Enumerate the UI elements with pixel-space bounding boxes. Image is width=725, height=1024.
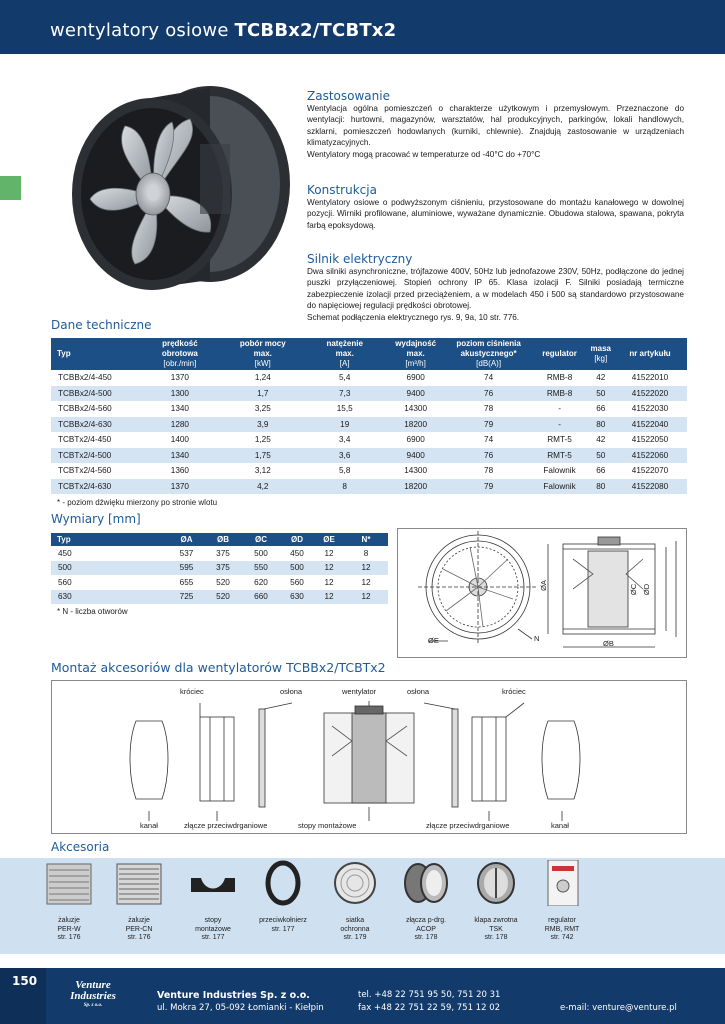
accessory-label: złącza p-drg. xyxy=(405,917,447,925)
table-cell: 41522070 xyxy=(613,463,687,479)
table-cell: 520 xyxy=(204,590,242,605)
bottom-label-5: kanał xyxy=(551,821,569,830)
column-header xyxy=(531,338,589,370)
table-cell: 78 xyxy=(447,463,531,479)
accessory-guard[interactable] xyxy=(320,860,390,943)
table-cell: 3,4 xyxy=(305,432,385,448)
column-header-line: Typ xyxy=(57,349,71,358)
top-label-2: osłona xyxy=(280,687,303,696)
column-header-line: [kg] xyxy=(594,354,608,363)
silnik-p1: Dwa silniki asynchroniczne, trójfazowe 400V, 50Hz lub jednofazowe 230V, 50Hz, podłączone do jednej puszki przyłączeniowej. Stopień ochrony IP 65. Klasa izolacji F. Silniki posiadają termiczne zabezpieczenie izolacji przed przeciążeniem, a w modelach 450 i 500 są standardowo przystosowane do napięciowej regulacji prędkości obrotowej. xyxy=(307,267,684,311)
montaz-heading: Montaż akcesoriów dla wentylatorów TCBBx2/TCBTx2 xyxy=(51,660,386,675)
accessory-page: str. 179 xyxy=(343,934,367,942)
column-header: ØB xyxy=(204,533,242,546)
column-header xyxy=(589,338,613,370)
accessory-mounting-feet[interactable] xyxy=(178,860,248,943)
table-row xyxy=(51,417,687,433)
column-header-line: poziom ciśnienia xyxy=(456,339,521,348)
table-cell: 12 xyxy=(324,577,334,587)
table-cell: 620 xyxy=(254,577,268,587)
fan-product-photo xyxy=(60,84,300,294)
table-cell: 1300 xyxy=(139,386,221,402)
company-logo xyxy=(62,980,124,1016)
zastosowanie-heading: Zastosowanie xyxy=(307,89,390,103)
table-cell: 12 xyxy=(314,561,344,576)
logo-line-1: Venture xyxy=(75,979,111,991)
accessory-label: żaluzje xyxy=(58,917,80,925)
konstrukcja-heading: Konstrukcja xyxy=(307,183,377,197)
table-cell: 3,6 xyxy=(305,448,385,464)
konstrukcja-text: Wentylatory osiowe o podwyższonym ciśnieniu, przystosowane do montażu kanałowego w dowolnej pozycji. Wirniki profilowane, aluminiowe, wyważane dynamicznie. Obudowa stalowa, spawana, pokryta farbą epoksydową. xyxy=(307,198,684,230)
regulator-box-icon xyxy=(536,860,588,906)
table-cell: 630 xyxy=(51,590,169,605)
table-cell: TCBBx2/4-500 xyxy=(51,386,139,402)
table-cell: 42 xyxy=(589,370,613,386)
table-cell: 500 xyxy=(254,548,268,558)
label-a: ØA xyxy=(538,580,548,591)
table-cell: 1,24 xyxy=(221,370,305,386)
table-cell: 9400 xyxy=(385,448,447,464)
table-cell: 79 xyxy=(447,479,531,495)
page-title xyxy=(50,20,396,41)
table-cell: 12 xyxy=(314,590,344,605)
column-header xyxy=(613,338,687,370)
table-cell: 12 xyxy=(344,590,388,605)
table-cell: 1,25 xyxy=(221,432,305,448)
company-fax: fax +48 22 751 22 59, 751 12 02 xyxy=(358,1003,501,1013)
column-header-line: [kW] xyxy=(254,359,271,368)
table-cell: 6900 xyxy=(385,370,447,386)
table-cell: 4,2 xyxy=(221,479,305,495)
mounting-feet-icon xyxy=(187,860,239,906)
table-cell: 19 xyxy=(305,417,385,433)
table-cell: 41522010 xyxy=(613,370,687,386)
table-cell: 14300 xyxy=(385,463,447,479)
table-cell: 5,8 xyxy=(305,463,385,479)
table-row xyxy=(51,546,388,561)
column-header-line: regulator xyxy=(542,349,577,358)
table-cell: 595 xyxy=(169,561,204,576)
page-footer xyxy=(0,968,725,1024)
table-cell: TCBBx2/4-630 xyxy=(51,417,139,433)
table-cell: 18200 xyxy=(385,479,447,495)
section-tab-marker xyxy=(0,176,21,200)
table-cell: 450 xyxy=(290,548,304,558)
column-header-line: natężenie xyxy=(326,339,363,348)
zastosowanie-p2: Wentylatory mogą pracować w temperaturze od -40°C do +70°C xyxy=(307,149,541,159)
bottom-label-3: stopy montażowe xyxy=(298,821,357,830)
column-header xyxy=(221,338,305,370)
dimension-drawing-box xyxy=(397,528,687,658)
table-cell: 41522020 xyxy=(613,386,687,402)
column-header-line: [obr./min] xyxy=(163,359,197,368)
table-cell: 50 xyxy=(589,448,613,464)
table-cell: TCBBx2/4-560 xyxy=(51,401,139,417)
table-cell: 630 xyxy=(280,590,314,605)
table-cell: 41522050 xyxy=(613,432,687,448)
table-cell: - xyxy=(531,417,589,433)
table-cell: 1360 xyxy=(139,463,221,479)
column-header-line: obrotowa xyxy=(161,349,198,358)
top-label-5: króciec xyxy=(502,687,526,696)
table-cell: 18200 xyxy=(385,417,447,433)
column-header-line: akustycznego* xyxy=(460,349,517,358)
table-cell: RMB-8 xyxy=(531,370,589,386)
dane-heading: Dane techniczne xyxy=(51,318,152,332)
table-cell: 66 xyxy=(589,401,613,417)
table-cell: TCBTx2/4-560 xyxy=(51,463,139,479)
louvre-icon xyxy=(43,860,95,906)
table-cell: 520 xyxy=(216,577,230,587)
table-cell: 500 xyxy=(51,561,169,576)
label-d: ØD xyxy=(642,583,652,596)
table-cell: TCBTx2/4-500 xyxy=(51,448,139,464)
accessory-page: str. 177 xyxy=(201,934,225,942)
table-cell: TCBTx2/4-630 xyxy=(51,479,139,495)
company-name: Venture Industries Sp. z o.o. xyxy=(157,990,310,1001)
table-cell: TCBTx2/4-450 xyxy=(51,432,139,448)
table-cell: Falownik xyxy=(531,463,589,479)
table-cell: 42 xyxy=(589,432,613,448)
table-cell: 12 xyxy=(324,548,334,558)
table-cell: 15,5 xyxy=(305,401,385,417)
column-header-line: [m³/h] xyxy=(405,359,426,368)
column-header xyxy=(139,338,221,370)
table-cell: 655 xyxy=(179,577,194,587)
column-header: ØE xyxy=(314,533,344,546)
table-cell: 9400 xyxy=(385,386,447,402)
bottom-label-1: kanał xyxy=(140,821,158,830)
table-row xyxy=(51,590,388,605)
table-cell: 550 xyxy=(242,561,280,576)
accessory-label: regulator xyxy=(548,917,576,925)
table-cell: 537 xyxy=(179,548,194,558)
column-header-line: nr artykułu xyxy=(629,349,671,358)
table-cell: RMB-8 xyxy=(531,386,589,402)
accessory-page: str. 742 xyxy=(550,934,574,942)
top-label-4: osłona xyxy=(407,687,430,696)
table-cell: 725 xyxy=(169,590,204,605)
column-header xyxy=(51,338,139,370)
table-cell: 8 xyxy=(305,479,385,495)
table-cell: 41522030 xyxy=(613,401,687,417)
label-n: N xyxy=(534,634,540,643)
column-header: Typ xyxy=(51,533,169,546)
table-cell: 14300 xyxy=(385,401,447,417)
table-cell: 7,3 xyxy=(305,386,385,402)
table-row xyxy=(51,479,687,495)
table-cell: 76 xyxy=(447,448,531,464)
column-header-line: max. xyxy=(335,349,354,358)
table-cell: 375 xyxy=(216,548,230,558)
table-cell: RMT-5 xyxy=(531,448,589,464)
logo-line-3: Sp. z o.o. xyxy=(83,1003,103,1008)
mounting-diagram xyxy=(52,681,688,835)
top-label-1: króciec xyxy=(180,687,204,696)
column-header xyxy=(385,338,447,370)
table-cell: 5,4 xyxy=(305,370,385,386)
accessory-label: żaluzje xyxy=(128,917,150,925)
table-cell: 1370 xyxy=(139,370,221,386)
table-row xyxy=(51,448,687,464)
louvre-icon xyxy=(113,860,165,906)
table-cell: RMT-5 xyxy=(531,432,589,448)
table-row xyxy=(51,463,687,479)
table-cell: 450 xyxy=(58,548,72,558)
table-cell: 74 xyxy=(447,370,531,386)
accessory-model: ACOP xyxy=(416,925,436,933)
table-cell: 78 xyxy=(447,401,531,417)
accessory-model: RMB, RMT xyxy=(544,925,580,933)
table-cell: 3,12 xyxy=(221,463,305,479)
table-cell: 3,25 xyxy=(221,401,305,417)
mounting-diagram-box xyxy=(51,680,687,834)
table-cell: 74 xyxy=(447,432,531,448)
table-cell: 66 xyxy=(589,463,613,479)
table-cell: 6900 xyxy=(385,432,447,448)
table-cell: TCBBx2/4-450 xyxy=(51,370,139,386)
column-header: ØC xyxy=(242,533,280,546)
table-cell: 76 xyxy=(447,386,531,402)
title-model: TCBBx2/TCBTx2 xyxy=(234,20,397,41)
logo-line-2: Industries xyxy=(70,990,116,1002)
technical-data-table xyxy=(51,338,687,495)
guard-grille-icon xyxy=(329,860,381,906)
akcesoria-heading: Akcesoria xyxy=(51,840,110,854)
page-header xyxy=(0,0,725,54)
zastosowanie-text xyxy=(307,103,684,160)
table-cell: 79 xyxy=(447,417,531,433)
table-cell: 1340 xyxy=(139,401,221,417)
table-cell: 1,75 xyxy=(221,448,305,464)
accessory-page: str. 176 xyxy=(57,934,81,942)
column-header-line: pobór mocy xyxy=(239,339,286,348)
table-cell: 560 xyxy=(290,577,304,587)
accessory-model: PER-CN xyxy=(125,925,153,933)
table-cell: 8 xyxy=(363,548,369,558)
silnik-text xyxy=(307,266,684,323)
accessory-per-cn[interactable] xyxy=(104,860,174,943)
table-cell: 41522060 xyxy=(613,448,687,464)
holes-note: * N - liczba otworów xyxy=(57,607,128,616)
accessory-tsk[interactable] xyxy=(461,860,531,943)
accessory-page: str. 178 xyxy=(414,934,438,942)
column-header: ØD xyxy=(280,533,314,546)
page-number-block xyxy=(0,968,46,1024)
table-cell: 660 xyxy=(242,590,280,605)
accessory-label: siatka xyxy=(345,917,365,925)
flexible-connector-icon xyxy=(400,860,452,906)
table-row xyxy=(51,432,687,448)
accessory-label: przeciwkołnierz xyxy=(259,917,307,925)
company-email: e-mail: venture@venture.pl xyxy=(560,1003,677,1013)
accessory-model: montażowe xyxy=(195,925,231,933)
table-cell: 3,9 xyxy=(221,417,305,433)
table-cell: 1,7 xyxy=(221,386,305,402)
dimensions-header-row xyxy=(51,533,388,546)
column-header xyxy=(447,338,531,370)
accessory-page: str. 178 xyxy=(484,934,508,942)
table-row xyxy=(51,575,388,590)
column-header-line: max. xyxy=(253,349,272,358)
noise-note: * - poziom dźwięku mierzony po stronie wlotu xyxy=(57,498,218,507)
table-cell: 1400 xyxy=(139,432,221,448)
table-cell: 50 xyxy=(589,386,613,402)
table-cell: 375 xyxy=(204,561,242,576)
column-header xyxy=(305,338,385,370)
wymiary-heading: Wymiary [mm] xyxy=(51,512,141,526)
zastosowanie-p1: Wentylacja ogólna pomieszczeń o charakterze użytkowym i przemysłowym. Przeznaczone do wentylacji: hurtowni, magazynów, warsztatów, hal produkcyjnych, parkingów, lokali handlowych, szklarni, pomieszczeń hodowlanych (kurniki, chlewnie). Znajdują zastosowanie w urządzeniach klimatyzacyjnych. xyxy=(307,104,684,148)
column-header-line: masa xyxy=(590,344,611,353)
accessory-label: klapa zwrotna xyxy=(474,917,518,925)
accessory-model: ochronna xyxy=(340,925,370,933)
accessory-per-w[interactable] xyxy=(34,860,104,943)
column-header-line: max. xyxy=(406,349,425,358)
column-header-line: [dB(A)] xyxy=(476,359,502,368)
table-cell: 41522080 xyxy=(613,479,687,495)
table-cell: 12 xyxy=(361,577,371,587)
column-header-line: prędkość xyxy=(162,339,198,348)
table-row xyxy=(51,561,388,576)
page-number: 150 xyxy=(12,974,38,988)
dimensions-table xyxy=(51,533,388,604)
table-cell: 41522040 xyxy=(613,417,687,433)
flange-ring-icon xyxy=(257,860,309,906)
table-cell: 560 xyxy=(58,577,72,587)
silnik-heading: Silnik elektryczny xyxy=(307,252,413,266)
table-cell: 80 xyxy=(589,417,613,433)
accessory-acop[interactable] xyxy=(391,860,461,943)
title-prefix: wentylatory osiowe xyxy=(50,20,235,41)
table-cell: 80 xyxy=(589,479,613,495)
accessory-counter-flange[interactable] xyxy=(248,860,318,934)
table-cell: 1370 xyxy=(139,479,221,495)
accessory-model: PER-W xyxy=(57,925,81,933)
accessory-label: stopy xyxy=(204,917,222,925)
table-cell: 12 xyxy=(344,561,388,576)
bottom-label-4: złącze przeciwdrganiowe xyxy=(426,821,510,830)
column-header-line: wydajność xyxy=(395,339,437,348)
column-header: ØA xyxy=(169,533,204,546)
accessory-page: str. 177 xyxy=(271,925,295,933)
table-cell: 500 xyxy=(280,561,314,576)
table-cell: Falownik xyxy=(531,479,589,495)
label-e: ØE xyxy=(428,636,439,645)
top-label-3: wentylator xyxy=(342,687,377,696)
bottom-label-2: złącze przeciwdrganiowe xyxy=(184,821,268,830)
company-phone: tel. +48 22 751 95 50, 751 20 31 xyxy=(358,990,501,1000)
column-header: N* xyxy=(344,533,388,546)
label-c: ØC xyxy=(629,583,639,596)
table-cell: 1340 xyxy=(139,448,221,464)
table-row xyxy=(51,386,687,402)
technical-header-row xyxy=(51,338,687,370)
accessory-page: str. 176 xyxy=(127,934,151,942)
accessory-regulator[interactable] xyxy=(527,860,597,943)
table-cell: - xyxy=(531,401,589,417)
table-row xyxy=(51,401,687,417)
table-row xyxy=(51,370,687,386)
label-b: ØB xyxy=(603,639,614,648)
column-header-line: [A] xyxy=(339,359,350,368)
company-address: ul. Mokra 27, 05-092 Łomianki - Kiełpin xyxy=(157,1003,324,1013)
table-cell: 1280 xyxy=(139,417,221,433)
backdraft-damper-icon xyxy=(470,860,522,906)
silnik-p2: Schemat podłączenia elektrycznego rys. 9, 9a, 10 str. 776. xyxy=(307,312,520,322)
accessory-model: TSK xyxy=(489,925,503,933)
